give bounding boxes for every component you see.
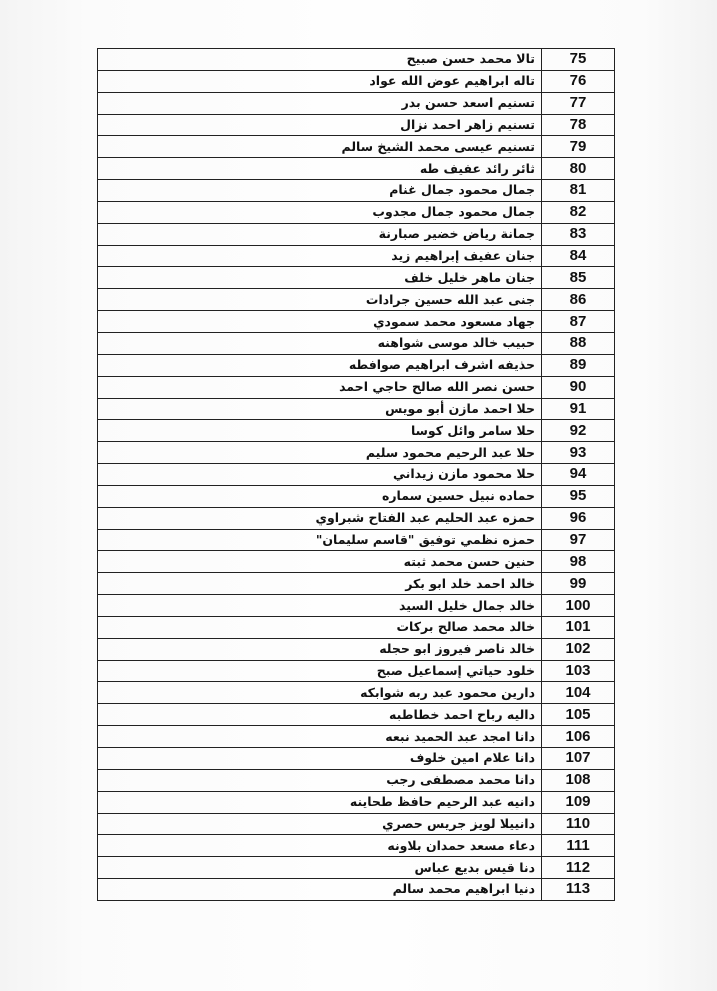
row-number: 76 bbox=[542, 70, 615, 92]
row-number: 102 bbox=[542, 638, 615, 660]
student-name: حلا احمد مازن أبو مويس bbox=[98, 398, 542, 420]
student-name: تسنيم عيسى محمد الشيخ سالم bbox=[98, 136, 542, 158]
table-row bbox=[98, 223, 615, 245]
row-number: 106 bbox=[542, 726, 615, 748]
student-name: دعاء مسعد حمدان بلاونه bbox=[98, 835, 542, 857]
table-row bbox=[98, 311, 615, 333]
table-row bbox=[98, 595, 615, 617]
student-name: دارين محمود عبد ربه شوابكه bbox=[98, 682, 542, 704]
row-number: 98 bbox=[542, 551, 615, 573]
student-name: حلا عبد الرحيم محمود سليم bbox=[98, 442, 542, 464]
table-row bbox=[98, 638, 615, 660]
student-name: دانا امجد عبد الحميد نبعه bbox=[98, 726, 542, 748]
row-number: 95 bbox=[542, 485, 615, 507]
student-name: جهاد مسعود محمد سمودي bbox=[98, 311, 542, 333]
row-number: 81 bbox=[542, 180, 615, 202]
student-name: ثائر رائد عفيف طه bbox=[98, 158, 542, 180]
row-number: 105 bbox=[542, 704, 615, 726]
table-row bbox=[98, 507, 615, 529]
row-number: 83 bbox=[542, 223, 615, 245]
student-name: دنيا ابراهيم محمد سالم bbox=[98, 879, 542, 901]
student-name: جمال محمود جمال غنام bbox=[98, 180, 542, 202]
student-name: جنى عبد الله حسين جرادات bbox=[98, 289, 542, 311]
table-row bbox=[98, 682, 615, 704]
table-row bbox=[98, 485, 615, 507]
student-name: جمانة رياض خضير صبارنة bbox=[98, 223, 542, 245]
student-name: حنين حسن محمد ثبته bbox=[98, 551, 542, 573]
student-name: دنا قيس بديع عباس bbox=[98, 857, 542, 879]
table-row bbox=[98, 398, 615, 420]
table-row bbox=[98, 551, 615, 573]
student-name: خالد ناصر فيروز ابو حجله bbox=[98, 638, 542, 660]
student-name: تاله ابراهيم عوض الله عواد bbox=[98, 70, 542, 92]
row-number: 107 bbox=[542, 748, 615, 770]
row-number: 75 bbox=[542, 49, 615, 71]
table-row bbox=[98, 201, 615, 223]
row-number: 103 bbox=[542, 660, 615, 682]
table-row bbox=[98, 748, 615, 770]
table-row bbox=[98, 726, 615, 748]
table-row bbox=[98, 267, 615, 289]
row-number: 99 bbox=[542, 573, 615, 595]
student-name: تسنيم اسعد حسن بدر bbox=[98, 92, 542, 114]
table-row bbox=[98, 529, 615, 551]
row-number: 91 bbox=[542, 398, 615, 420]
student-name: دانييلا لويز جريس حصري bbox=[98, 813, 542, 835]
student-name: حسن نصر الله صالح حاجي احمد bbox=[98, 376, 542, 398]
row-number: 96 bbox=[542, 507, 615, 529]
names-table-body bbox=[98, 49, 615, 901]
table-row bbox=[98, 158, 615, 180]
names-table bbox=[97, 48, 615, 901]
student-name: جنان ماهر خليل خلف bbox=[98, 267, 542, 289]
student-name: جنان عفيف إبراهيم زيد bbox=[98, 245, 542, 267]
table-row bbox=[98, 114, 615, 136]
student-name: داليه رباح احمد خطاطبه bbox=[98, 704, 542, 726]
table-row bbox=[98, 704, 615, 726]
table-row bbox=[98, 660, 615, 682]
row-number: 94 bbox=[542, 464, 615, 486]
table-row bbox=[98, 464, 615, 486]
student-name: خالد جمال خليل السيد bbox=[98, 595, 542, 617]
student-name: خالد احمد خلد ابو بكر bbox=[98, 573, 542, 595]
table-row bbox=[98, 769, 615, 791]
table-row bbox=[98, 420, 615, 442]
table-row bbox=[98, 835, 615, 857]
table-row bbox=[98, 49, 615, 71]
student-name: حلا محمود مازن زيداني bbox=[98, 464, 542, 486]
row-number: 85 bbox=[542, 267, 615, 289]
table-row bbox=[98, 136, 615, 158]
student-name: حبيب خالد موسى شواهنه bbox=[98, 332, 542, 354]
row-number: 111 bbox=[542, 835, 615, 857]
row-number: 88 bbox=[542, 332, 615, 354]
table-row bbox=[98, 879, 615, 901]
student-name: حذيفه اشرف ابراهيم صوافطه bbox=[98, 354, 542, 376]
student-name: خالد محمد صالح بركات bbox=[98, 616, 542, 638]
student-name: جمال محمود جمال مجدوب bbox=[98, 201, 542, 223]
row-number: 104 bbox=[542, 682, 615, 704]
row-number: 78 bbox=[542, 114, 615, 136]
table-row bbox=[98, 245, 615, 267]
student-name: حمزه نظمي توفيق "قاسم سليمان" bbox=[98, 529, 542, 551]
table-row bbox=[98, 791, 615, 813]
student-name: دانا علام امين خلوف bbox=[98, 748, 542, 770]
row-number: 90 bbox=[542, 376, 615, 398]
student-name: تسنيم زاهر احمد نزال bbox=[98, 114, 542, 136]
row-number: 86 bbox=[542, 289, 615, 311]
row-number: 84 bbox=[542, 245, 615, 267]
row-number: 109 bbox=[542, 791, 615, 813]
table-row bbox=[98, 573, 615, 595]
table-row bbox=[98, 332, 615, 354]
table-row bbox=[98, 813, 615, 835]
row-number: 113 bbox=[542, 879, 615, 901]
row-number: 77 bbox=[542, 92, 615, 114]
row-number: 108 bbox=[542, 769, 615, 791]
table-row bbox=[98, 857, 615, 879]
row-number: 112 bbox=[542, 857, 615, 879]
row-number: 82 bbox=[542, 201, 615, 223]
student-name: حماده نبيل حسين سماره bbox=[98, 485, 542, 507]
row-number: 100 bbox=[542, 595, 615, 617]
table-row bbox=[98, 442, 615, 464]
row-number: 87 bbox=[542, 311, 615, 333]
table-row bbox=[98, 289, 615, 311]
table-row bbox=[98, 616, 615, 638]
row-number: 79 bbox=[542, 136, 615, 158]
row-number: 92 bbox=[542, 420, 615, 442]
student-name: دانيه عبد الرحيم حافظ طحاينه bbox=[98, 791, 542, 813]
student-name: حلا سامر وائل كوسا bbox=[98, 420, 542, 442]
row-number: 89 bbox=[542, 354, 615, 376]
table-row bbox=[98, 70, 615, 92]
table-row bbox=[98, 180, 615, 202]
row-number: 97 bbox=[542, 529, 615, 551]
table-row bbox=[98, 92, 615, 114]
student-name: دانا محمد مصطفى رجب bbox=[98, 769, 542, 791]
row-number: 80 bbox=[542, 158, 615, 180]
student-name: تالا محمد حسن صبيح bbox=[98, 49, 542, 71]
row-number: 110 bbox=[542, 813, 615, 835]
table-row bbox=[98, 376, 615, 398]
table-row bbox=[98, 354, 615, 376]
row-number: 93 bbox=[542, 442, 615, 464]
student-name: خلود حياتي إسماعيل صبح bbox=[98, 660, 542, 682]
student-name: حمزه عبد الحليم عبد الفتاح شبراوي bbox=[98, 507, 542, 529]
row-number: 101 bbox=[542, 616, 615, 638]
